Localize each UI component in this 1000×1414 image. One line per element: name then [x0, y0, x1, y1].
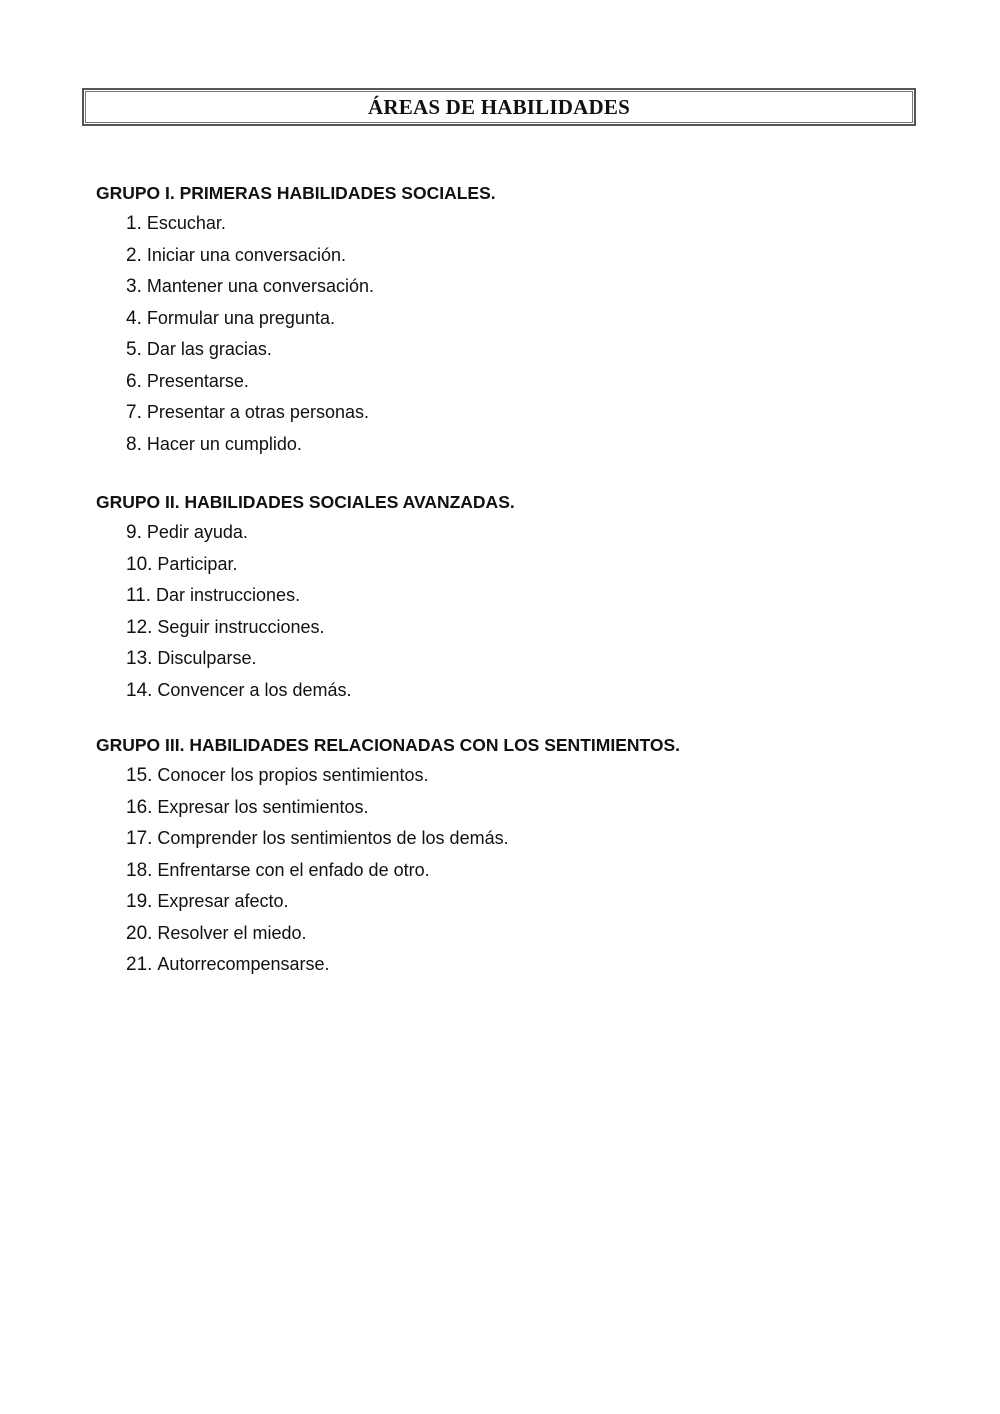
list-item	[126, 792, 680, 824]
item-number: 1.	[126, 213, 142, 234]
item-text: Seguir instrucciones.	[157, 616, 325, 637]
item-text: Formular una pregunta.	[146, 307, 335, 328]
group-heading: GRUPO I. PRIMERAS HABILIDADES SOCIALES.	[96, 183, 496, 203]
list-item	[126, 271, 496, 303]
item-text: Presentar a otras personas.	[146, 402, 369, 422]
group-3	[96, 730, 680, 981]
item-text: Enfrentarse con el enfado de otro.	[157, 859, 430, 880]
group-2	[96, 487, 515, 706]
item-number: 2.	[126, 244, 142, 266]
item-number: 4.	[126, 307, 142, 329]
list-item	[126, 397, 496, 429]
skill-list	[96, 760, 680, 981]
item-text: Hacer un cumplido.	[146, 433, 302, 454]
page-title: ÁREAS DE HABILIDADES	[368, 94, 630, 119]
list-item	[126, 429, 496, 461]
item-number: 18.	[126, 859, 153, 881]
item-number: 3.	[126, 276, 142, 297]
item-text: Participar.	[157, 553, 238, 574]
list-item	[126, 949, 680, 981]
item-number: 16.	[126, 796, 153, 818]
list-item	[126, 643, 515, 675]
item-number: 10.	[126, 553, 153, 575]
item-number: 7.	[126, 402, 142, 423]
item-text: Pedir ayuda.	[146, 522, 248, 542]
item-number: 19.	[126, 891, 153, 912]
list-item	[126, 366, 496, 398]
item-text: Presentarse.	[146, 370, 249, 391]
list-item	[126, 517, 515, 549]
skill-list	[96, 517, 515, 706]
item-number: 17.	[126, 828, 153, 849]
item-text: Mantener una conversación.	[146, 276, 374, 296]
list-item	[126, 675, 515, 707]
item-number: 8.	[126, 433, 142, 455]
list-item	[126, 549, 515, 581]
item-number: 9.	[126, 522, 142, 543]
list-item	[126, 612, 515, 644]
list-item	[126, 580, 515, 612]
group-heading: GRUPO II. HABILIDADES SOCIALES AVANZADAS.	[96, 492, 515, 512]
item-number: 15.	[126, 765, 153, 786]
item-number: 14.	[126, 679, 153, 701]
item-number: 11.	[126, 585, 152, 606]
item-text: Conocer los propios sentimientos.	[157, 765, 429, 785]
item-text: Expresar afecto.	[157, 891, 289, 911]
group-1	[96, 178, 496, 460]
title-box	[82, 88, 916, 126]
item-text: Expresar los sentimientos.	[157, 796, 369, 817]
list-item	[126, 855, 680, 887]
item-text: Resolver el miedo.	[157, 922, 307, 943]
item-text: Comprender los sentimientos de los demás.	[157, 828, 509, 848]
item-text: Escuchar.	[146, 213, 226, 233]
list-item	[126, 823, 680, 855]
item-text: Autorrecompensarse.	[157, 954, 330, 974]
list-item	[126, 886, 680, 918]
list-item	[126, 208, 496, 240]
list-item	[126, 918, 680, 950]
item-number: 6.	[126, 370, 142, 392]
item-text: Iniciar una conversación.	[146, 244, 346, 265]
item-number: 21.	[126, 954, 153, 975]
item-number: 12.	[126, 616, 153, 638]
list-item	[126, 334, 496, 366]
list-item	[126, 240, 496, 272]
item-text: Disculparse.	[157, 648, 257, 668]
item-text: Dar instrucciones.	[156, 585, 301, 605]
item-text: Dar las gracias.	[146, 339, 272, 359]
item-number: 20.	[126, 922, 153, 944]
item-number: 13.	[126, 648, 153, 669]
skill-list	[96, 208, 496, 460]
group-heading: GRUPO III. HABILIDADES RELACIONADAS CON LOS SENTIMIENTOS.	[96, 735, 681, 755]
item-number: 5.	[126, 339, 142, 360]
list-item	[126, 303, 496, 335]
list-item	[126, 760, 680, 792]
item-text: Convencer a los demás.	[157, 679, 352, 700]
